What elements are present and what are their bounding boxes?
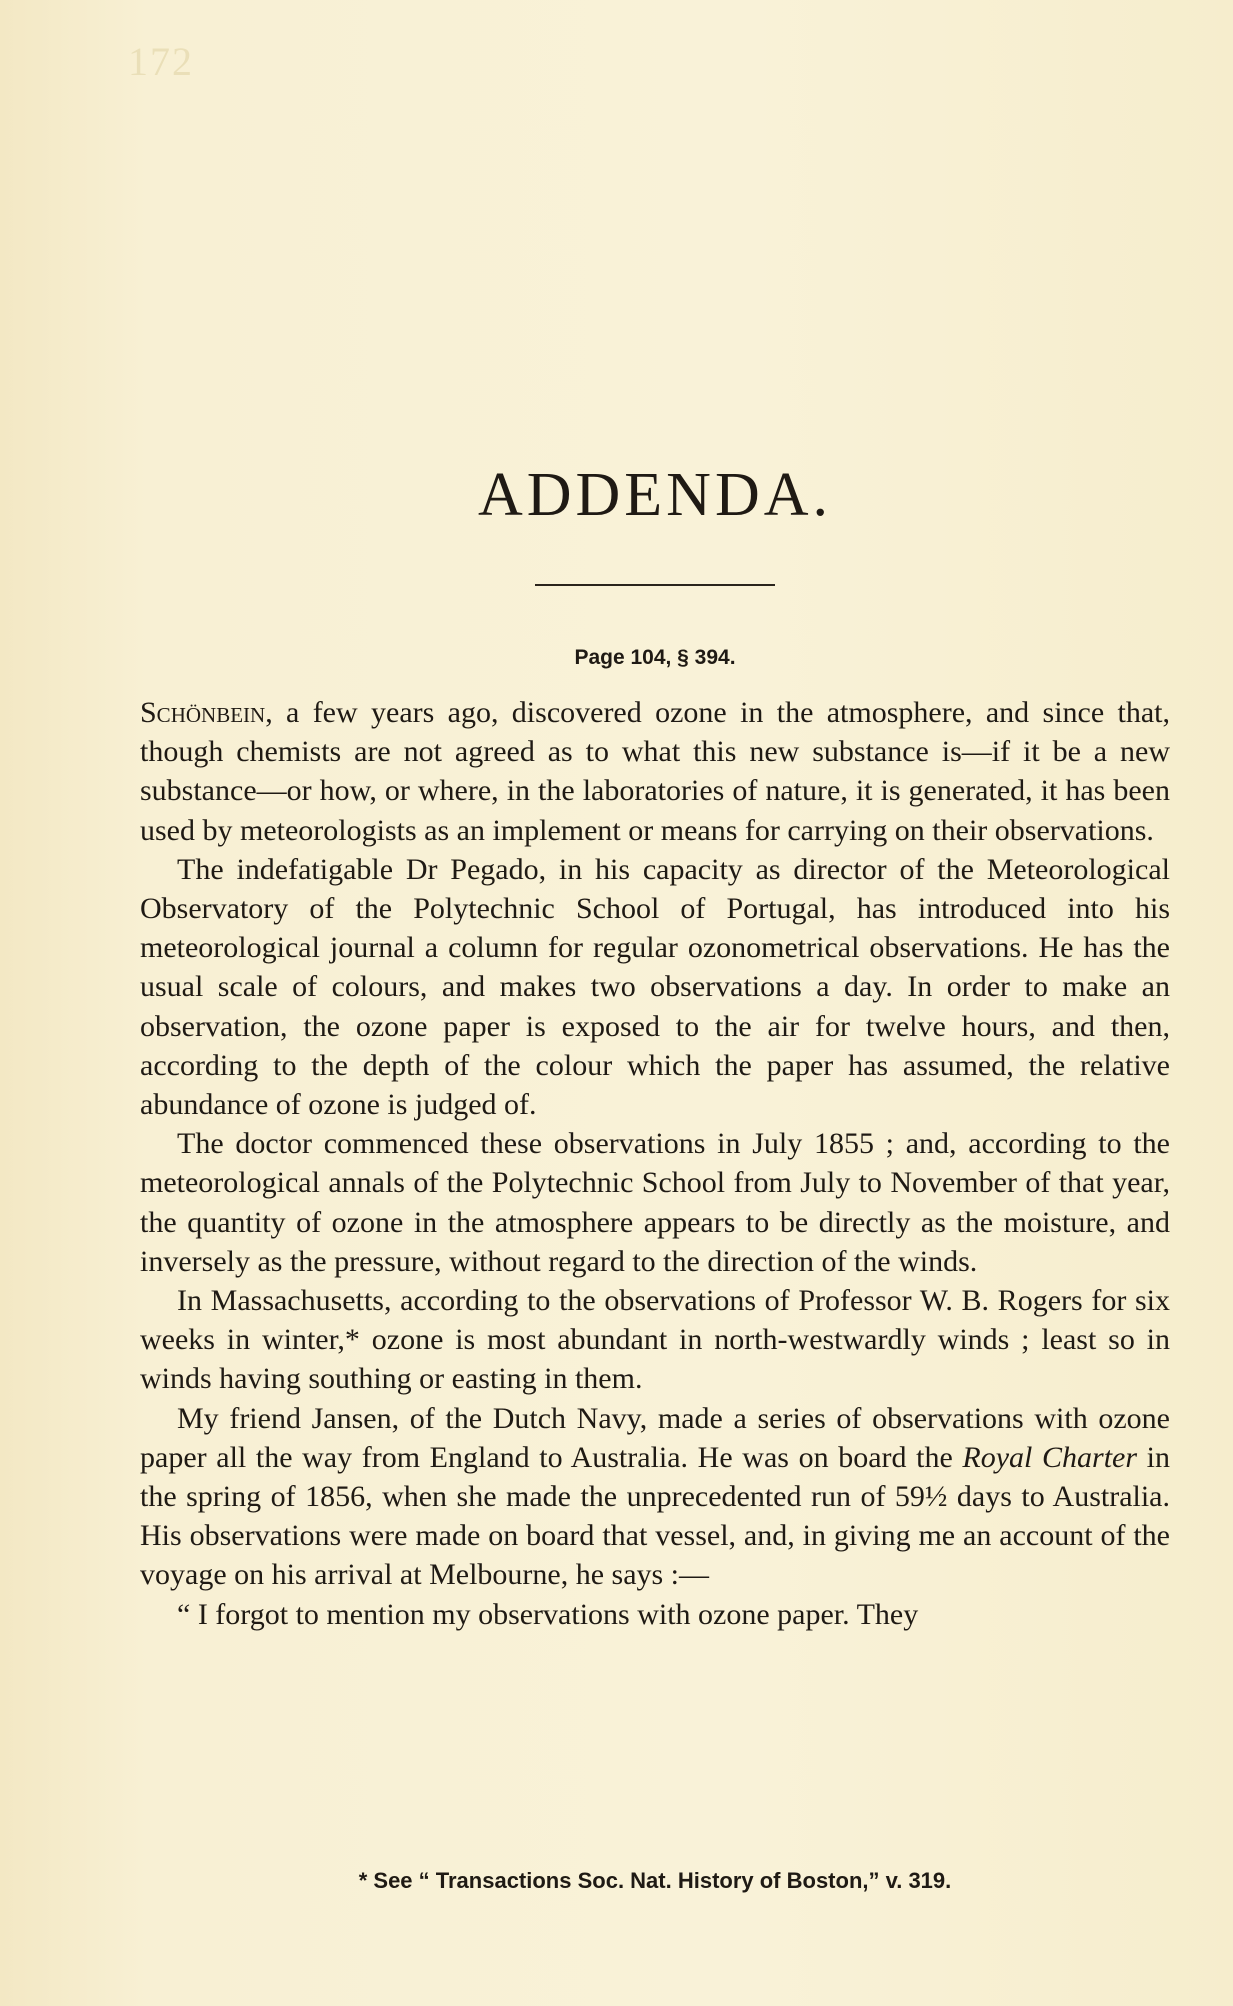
paragraph-1-text: , a few years ago, discovered ozone in the atmosphere, and since that, though chemists are not agreed as to what this new substance is—if it be a new substance—or how, or where, in the laboratories of nature, it is generated, it has been used by meteorologists as an implement or means for carrying on their observations. [140, 696, 1170, 847]
paragraph-6: “ I forgot to mention my observations with ozone paper. They [177, 1597, 919, 1631]
title-rule [535, 584, 775, 586]
bleed-through-page-number: 172 [128, 39, 194, 84]
section-reference: Page 104, § 394. [574, 646, 736, 669]
paragraph-5 [140, 1399, 1170, 1595]
paragraph-4: In Massachusetts, according to the observations of Professor W. B. Rogers for six weeks in winter,* ozone is most abundant in north-westwardly winds ; least so in winds having southing or easting in them. [140, 1284, 1170, 1396]
page-title: ADDENDA. [477, 461, 833, 529]
paragraph-5-text-before: My friend Jansen, of the Dutch Navy, made a series of observations with ozone paper all the way from England to Australia. He was on board the [140, 1401, 1170, 1474]
paragraph-1 [140, 693, 1170, 850]
lead-name: Schönbein [140, 696, 266, 729]
footnote: * See “ Transactions Soc. Nat. History of Boston,” v. 319. [358, 1868, 952, 1893]
paragraph-3: The doctor commenced these observations in July 1855 ; and, according to the meteorological annals of the Polytechnic School from July to November of that year, the quantity of ozone in the atmosphere appears to be directly as the moisture, and inversely as the pressure, without regard to the direction of the winds. [140, 1127, 1170, 1278]
paragraph-5-text-after: in the spring of 1856, when she made the unprecedented run of 59½ days to Australia. His observations were made on board that vessel, and, in giving me an account of the voyage on his arrival at Melbourne, he says :— [140, 1440, 1170, 1592]
paragraph-2: The indefatigable Dr Pegado, in his capacity as director of the Meteorological Observatory of the Polytechnic School of Portugal, has introduced into his meteorological journal a column for regular ozonometrical observations. He has the usual scale of colours, and makes two observations a day. In order to make an observation, the ozone paper is exposed to the air for twelve hours, and then, according to the depth of the colour which the paper has assumed, the relative abundance of ozone is judged of. [140, 852, 1170, 1122]
ship-name: Royal Charter [962, 1440, 1138, 1474]
body-text [140, 693, 1170, 1634]
